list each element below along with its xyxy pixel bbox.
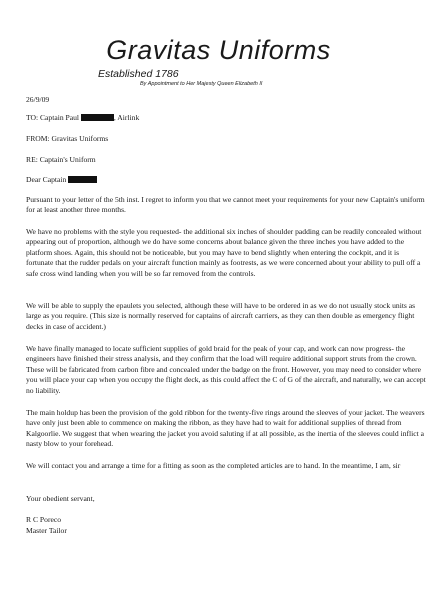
letter-paragraph: The main holdup has been the provision of the gold ribbon for the twenty-five rings around the sleeves of your jacket. The weavers have only just been able to commence on making the ribbon, as they have had to wait for additional supplies of thread from Kalgoorlie. We suggest that when wearing the jacket you avoid saluting if at all possible, as the inertia of the sleeves could inflict a nasty blow to your forehead. [26, 408, 425, 449]
closing: Your obedient servant, [26, 494, 95, 503]
letter-paragraph: Pursuant to your letter of the 5th inst. I regret to inform you that we cannot meet your requirements for your new Captain's uniform for at least another three months. [26, 195, 425, 215]
company-name: Gravitas Uniforms [106, 35, 331, 65]
to-suffix: , Airlink [113, 113, 140, 122]
redaction-bar [81, 114, 114, 121]
letter-paragraph: We will be able to supply the epaulets you selected, although these will have to be ordered in as we do not usually stock units as large as you require. (This size is normally reserved for captains of aircraft carriers, as they can then double as emergency flight decks in case of accident.) [26, 301, 416, 331]
signatory-title: Master Tailor [26, 526, 67, 535]
established-line: Established 1786 [98, 68, 179, 80]
re-line: RE: Captain's Uniform [26, 155, 96, 164]
from-line: FROM: Gravitas Uniforms [26, 134, 109, 143]
letter-paragraph: We have no problems with the style you requested- the additional six inches of shoulder padding can be readily concealed without appearing out of proportion, although we do have some concerns about balance given the three inches you have added to the platform shoes. Again, this should not be noticeable, but you may have to bend slightly when entering the cockpit, and it is fortunate that the rudder pedals on your aircraft function mainly as footrests, as we were concerned about your ability to pull off a safe cross wind landing when you will be so far removed from the controls. [26, 227, 422, 278]
signatory-name: R C Poreco [26, 515, 62, 524]
salutation [26, 175, 97, 185]
royal-appointment-line: By Appointment to Her Majesty Queen Elizabeth II [140, 81, 263, 87]
letter-paragraph: We have finally managed to locate sufficient supplies of gold braid for the peak of your cap, and work can now progress- the engineers have finished their stress analysis, and they confirm that the load will require additional support struts from the crown. These will be fabricated from carbon fibre and concealed under the badge on the front. However, you may need to consider where you will place your cap when you occupy the flight deck, as this could affect the C of G of the aircraft, and naturally, we can accept no liability. [26, 344, 426, 395]
redaction-bar [68, 176, 97, 183]
to-line [26, 113, 139, 123]
salutation-text: Dear Captain [26, 175, 67, 184]
letter-paragraph: We will contact you and arrange a time for a fitting as soon as the completed articles are to hand. In the meantime, I am, sir [26, 461, 401, 470]
letterhead [0, 34, 437, 87]
letter-date: 26/9/09 [26, 95, 50, 104]
to-prefix: TO: Captain Paul [26, 113, 80, 122]
